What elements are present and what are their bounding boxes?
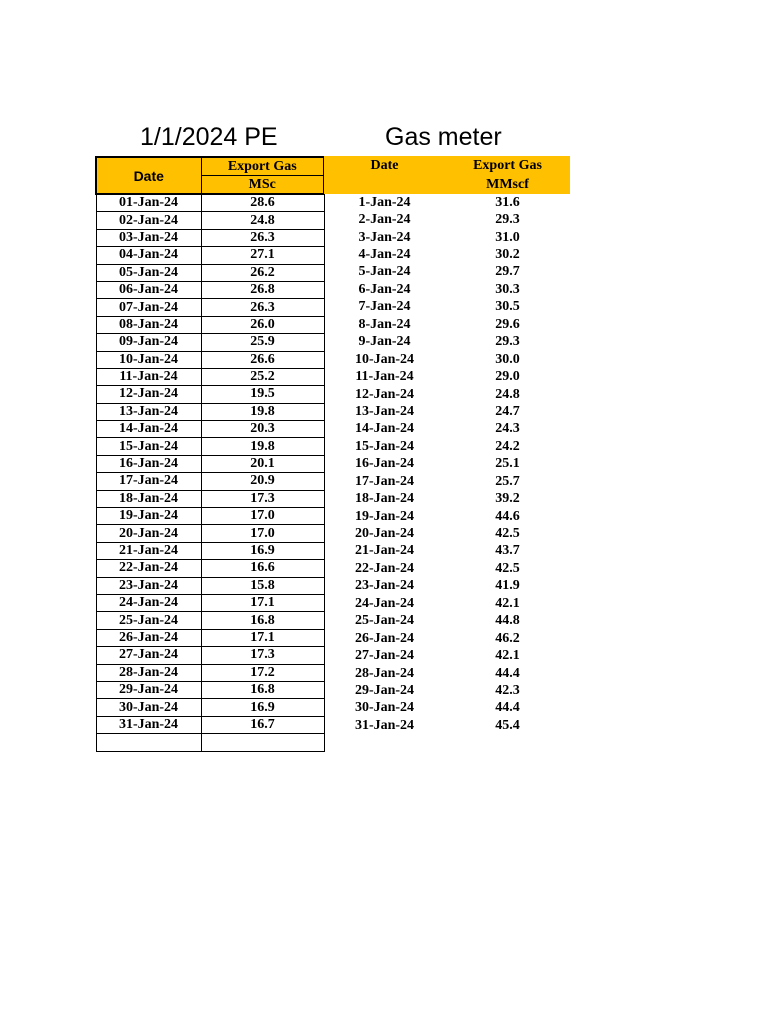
gas-meter-export-gas-cell: 43.7	[495, 543, 520, 559]
pe-export-gas-cell: 17.0	[201, 525, 324, 542]
pe-export-gas-cell: 17.1	[201, 629, 324, 646]
gas-meter-export-gas-cell: 29.3	[495, 212, 520, 228]
gas-meter-date-cell: 9-Jan-24	[358, 334, 411, 350]
pe-export-gas-cell: 25.2	[201, 368, 324, 385]
gas-meter-unit-header: MMscf	[445, 175, 570, 194]
pe-export-gas-cell: 16.6	[201, 560, 324, 577]
pe-date-cell: 21-Jan-24	[96, 542, 201, 559]
gas-meter-date-cell: 30-Jan-24	[354, 700, 415, 716]
gas-meter-export-gas-cell: 30.0	[495, 351, 520, 367]
gas-meter-date-cell: 16-Jan-24	[354, 456, 415, 472]
gas-meter-export-gas-cell: 24.8	[495, 386, 520, 402]
gas-meter-export-gas-cell: 42.3	[495, 682, 520, 698]
gas-meter-export-gas-cell: 30.2	[495, 247, 520, 263]
pe-table-row	[96, 194, 324, 212]
gas-meter-export-gas-cell: 29.6	[495, 316, 520, 332]
pe-table-row	[96, 716, 324, 733]
gas-meter-export-gas-cell: 45.4	[495, 717, 520, 733]
gas-meter-export-gas-cell: 25.1	[495, 456, 520, 472]
pe-export-gas-cell: 28.6	[201, 194, 324, 212]
pe-export-gas-cell: 17.2	[201, 664, 324, 681]
gas-meter-date-cell: 12-Jan-24	[354, 386, 415, 402]
pe-date-cell: 09-Jan-24	[96, 334, 201, 351]
pe-date-cell: 20-Jan-24	[96, 525, 201, 542]
pe-date-cell: 14-Jan-24	[96, 421, 201, 438]
gas-meter-export-gas-cell: 41.9	[495, 578, 520, 594]
gas-meter-date-cell: 14-Jan-24	[354, 421, 415, 437]
pe-export-gas-cell: 20.3	[201, 421, 324, 438]
pe-export-gas-cell: 19.5	[201, 386, 324, 403]
title-gas-meter: Gas meter	[385, 123, 502, 151]
pe-table-row	[96, 247, 324, 264]
pe-export-gas-cell: 16.7	[201, 716, 324, 733]
gas-meter-table-row	[324, 211, 570, 228]
pe-table-row	[96, 403, 324, 420]
pe-table-row	[96, 490, 324, 507]
pe-table-row	[96, 594, 324, 611]
pe-date-cell: 28-Jan-24	[96, 664, 201, 681]
gas-meter-export-gas-cell: 25.7	[495, 473, 520, 489]
gas-meter-export-gas-cell: 44.6	[495, 508, 520, 524]
pe-table-row	[96, 664, 324, 681]
pe-table-row	[96, 229, 324, 246]
gas-meter-table-row	[324, 194, 570, 211]
pe-date-cell: 27-Jan-24	[96, 647, 201, 664]
pe-table-row	[96, 386, 324, 403]
pe-table-row	[96, 647, 324, 664]
pe-table-row	[96, 473, 324, 490]
gas-meter-date-cell: 15-Jan-24	[354, 438, 415, 454]
pe-date-cell: 22-Jan-24	[96, 560, 201, 577]
gas-meter-table-row	[324, 508, 570, 525]
gas-meter-date-cell: 8-Jan-24	[358, 316, 411, 332]
pe-date-cell: 12-Jan-24	[96, 386, 201, 403]
gas-meter-date-cell: 24-Jan-24	[354, 595, 415, 611]
pe-date-cell: 19-Jan-24	[96, 508, 201, 525]
gas-meter-date-cell: 20-Jan-24	[354, 526, 415, 542]
gas-meter-export-gas-header: Export Gas	[445, 156, 570, 175]
pe-table-row	[96, 281, 324, 298]
gas-meter-table-row	[324, 665, 570, 682]
pe-export-gas-cell: 24.8	[201, 212, 324, 229]
gas-meter-export-gas-cell: 44.8	[495, 613, 520, 629]
pe-date-cell: 01-Jan-24	[96, 194, 201, 212]
gas-meter-table-row	[324, 595, 570, 612]
pe-export-gas-table	[95, 156, 325, 752]
pe-table-row	[96, 734, 324, 751]
pe-table-row	[96, 612, 324, 629]
pe-date-cell: 15-Jan-24	[96, 438, 201, 455]
pe-date-cell: 10-Jan-24	[96, 351, 201, 368]
gas-meter-export-gas-cell: 24.2	[495, 438, 520, 454]
pe-table-row	[96, 577, 324, 594]
pe-export-gas-cell: 19.8	[201, 438, 324, 455]
pe-export-gas-cell: 26.8	[201, 281, 324, 298]
gas-meter-date-cell: 26-Jan-24	[354, 630, 415, 646]
gas-meter-export-gas-cell: 31.6	[495, 194, 520, 210]
pe-export-gas-cell: 26.6	[201, 351, 324, 368]
pe-export-gas-cell: 16.8	[201, 612, 324, 629]
gas-meter-date-cell: 22-Jan-24	[354, 560, 415, 576]
pe-table-row	[96, 525, 324, 542]
pe-export-gas-cell: 26.3	[201, 299, 324, 316]
pe-date-cell: 31-Jan-24	[96, 716, 201, 733]
pe-export-gas-cell: 17.0	[201, 508, 324, 525]
gas-meter-table-row	[324, 560, 570, 577]
gas-meter-date-cell: 3-Jan-24	[358, 229, 411, 245]
gas-meter-table-row	[324, 682, 570, 699]
gas-meter-date-cell: 10-Jan-24	[354, 351, 415, 367]
pe-export-gas-cell: 15.8	[201, 577, 324, 594]
gas-meter-date-cell: 29-Jan-24	[354, 682, 415, 698]
gas-meter-export-gas-cell: 24.3	[495, 421, 520, 437]
gas-meter-table-row	[324, 490, 570, 507]
gas-meter-date-cell: 18-Jan-24	[354, 491, 415, 507]
pe-table-row	[96, 368, 324, 385]
pe-table-row	[96, 334, 324, 351]
pe-date-cell: 30-Jan-24	[96, 699, 201, 716]
gas-meter-table-header	[324, 156, 570, 194]
pe-date-cell: 16-Jan-24	[96, 455, 201, 472]
gas-meter-date-cell: 27-Jan-24	[354, 648, 415, 664]
gas-meter-table-row	[324, 630, 570, 647]
gas-meter-table-row	[324, 264, 570, 281]
pe-table-row	[96, 542, 324, 559]
gas-meter-export-gas-cell: 42.1	[495, 595, 520, 611]
gas-meter-export-gas-cell: 24.7	[495, 403, 520, 419]
pe-table-row	[96, 212, 324, 229]
gas-meter-table-row	[324, 386, 570, 403]
pe-unit-header: MSc	[201, 176, 324, 195]
gas-meter-table-row	[324, 438, 570, 455]
pe-export-gas-cell: 20.1	[201, 455, 324, 472]
pe-table-header	[96, 157, 324, 194]
gas-meter-table-row	[324, 246, 570, 263]
pe-date-cell: 03-Jan-24	[96, 229, 201, 246]
gas-meter-date-cell: 21-Jan-24	[354, 543, 415, 559]
gas-meter-date-header-fill	[324, 175, 445, 194]
pe-export-gas-cell: 26.0	[201, 316, 324, 333]
pe-export-gas-cell: 17.1	[201, 594, 324, 611]
pe-table-row	[96, 699, 324, 716]
gas-meter-export-gas-cell: 42.5	[495, 526, 520, 542]
pe-table-row	[96, 681, 324, 698]
gas-meter-date-header: Date	[324, 156, 445, 175]
pe-date-cell: 25-Jan-24	[96, 612, 201, 629]
pe-date-cell: 07-Jan-24	[96, 299, 201, 316]
pe-table-row	[96, 299, 324, 316]
pe-date-cell: 06-Jan-24	[96, 281, 201, 298]
pe-table-row	[96, 351, 324, 368]
gas-meter-date-cell: 7-Jan-24	[358, 299, 411, 315]
pe-table-row	[96, 455, 324, 472]
gas-meter-export-gas-cell: 44.4	[495, 700, 520, 716]
pe-date-header: Date	[96, 157, 201, 194]
pe-export-gas-cell: 16.9	[201, 542, 324, 559]
pe-table-row	[96, 316, 324, 333]
pe-date-cell: 23-Jan-24	[96, 577, 201, 594]
gas-meter-export-gas-cell: 42.5	[495, 560, 520, 576]
gas-meter-export-gas-cell: 29.7	[495, 264, 520, 280]
gas-meter-date-cell: 5-Jan-24	[358, 264, 411, 280]
gas-meter-table-row	[324, 403, 570, 420]
gas-meter-date-cell: 2-Jan-24	[358, 212, 411, 228]
pe-export-gas-cell: 25.9	[201, 334, 324, 351]
gas-meter-table-row	[324, 700, 570, 717]
title-pe: 1/1/2024 PE	[140, 123, 278, 151]
pe-table-body	[96, 194, 324, 751]
gas-meter-table-body	[324, 194, 570, 735]
pe-table-row	[96, 560, 324, 577]
gas-meter-date-cell: 17-Jan-24	[354, 473, 415, 489]
gas-meter-table-row	[324, 368, 570, 385]
gas-meter-date-cell: 31-Jan-24	[354, 717, 415, 733]
pe-export-gas-cell: 16.8	[201, 681, 324, 698]
pe-table-row	[96, 264, 324, 281]
gas-meter-table-row	[324, 456, 570, 473]
gas-meter-table-row	[324, 334, 570, 351]
gas-meter-table-row	[324, 578, 570, 595]
gas-meter-export-gas-cell: 30.3	[495, 281, 520, 297]
gas-meter-export-gas-cell: 42.1	[495, 648, 520, 664]
gas-meter-export-gas-cell: 39.2	[495, 491, 520, 507]
pe-date-cell: 26-Jan-24	[96, 629, 201, 646]
pe-export-gas-cell: 19.8	[201, 403, 324, 420]
gas-meter-date-cell: 4-Jan-24	[358, 247, 411, 263]
pe-export-gas-cell: 17.3	[201, 490, 324, 507]
pe-export-gas-cell: 26.3	[201, 229, 324, 246]
gas-meter-table-row	[324, 473, 570, 490]
pe-table-row	[96, 508, 324, 525]
gas-meter-date-cell: 11-Jan-24	[355, 369, 414, 385]
pe-export-gas-cell: 26.2	[201, 264, 324, 281]
gas-meter-table-row	[324, 543, 570, 560]
gas-meter-table-row	[324, 281, 570, 298]
gas-meter-export-gas-cell: 29.3	[495, 334, 520, 350]
gas-meter-table-row	[324, 229, 570, 246]
gas-meter-date-cell: 23-Jan-24	[354, 578, 415, 594]
gas-meter-date-cell: 6-Jan-24	[358, 281, 411, 297]
gas-meter-export-gas-cell: 46.2	[495, 630, 520, 646]
gas-meter-table-row	[324, 613, 570, 630]
pe-export-gas-cell: 20.9	[201, 473, 324, 490]
gas-meter-table	[324, 156, 570, 735]
pe-table-row	[96, 438, 324, 455]
pe-date-cell: 24-Jan-24	[96, 594, 201, 611]
gas-meter-export-gas-cell: 44.4	[495, 665, 520, 681]
gas-meter-date-cell: 25-Jan-24	[354, 613, 415, 629]
gas-meter-date-cell: 28-Jan-24	[354, 665, 415, 681]
gas-meter-table-row	[324, 647, 570, 664]
gas-meter-date-cell: 19-Jan-24	[354, 508, 415, 524]
gas-meter-table-row	[324, 299, 570, 316]
pe-date-cell: 05-Jan-24	[96, 264, 201, 281]
pe-date-cell: 17-Jan-24	[96, 473, 201, 490]
pe-export-gas-cell: 16.9	[201, 699, 324, 716]
gas-meter-export-gas-cell: 29.0	[495, 369, 520, 385]
pe-date-cell: 08-Jan-24	[96, 316, 201, 333]
pe-date-cell: 11-Jan-24	[96, 368, 201, 385]
gas-meter-table-row	[324, 316, 570, 333]
pe-export-gas-header: Export Gas	[201, 157, 324, 176]
pe-date-cell: 02-Jan-24	[96, 212, 201, 229]
gas-meter-export-gas-cell: 31.0	[495, 229, 520, 245]
pe-date-cell: 13-Jan-24	[96, 403, 201, 420]
pe-table-row	[96, 629, 324, 646]
gas-meter-date-cell: 13-Jan-24	[354, 403, 415, 419]
pe-table-row	[96, 421, 324, 438]
gas-meter-table-row	[324, 351, 570, 368]
pe-export-gas-cell: 27.1	[201, 247, 324, 264]
pe-export-gas-cell: 17.3	[201, 647, 324, 664]
gas-meter-table-row	[324, 717, 570, 734]
pe-date-cell	[96, 734, 201, 751]
gas-meter-export-gas-cell: 30.5	[495, 299, 520, 315]
pe-date-cell: 29-Jan-24	[96, 681, 201, 698]
pe-date-cell: 18-Jan-24	[96, 490, 201, 507]
gas-meter-table-row	[324, 525, 570, 542]
pe-date-cell: 04-Jan-24	[96, 247, 201, 264]
pe-export-gas-cell	[201, 734, 324, 751]
gas-meter-table-row	[324, 421, 570, 438]
gas-meter-date-cell: 1-Jan-24	[358, 194, 411, 210]
